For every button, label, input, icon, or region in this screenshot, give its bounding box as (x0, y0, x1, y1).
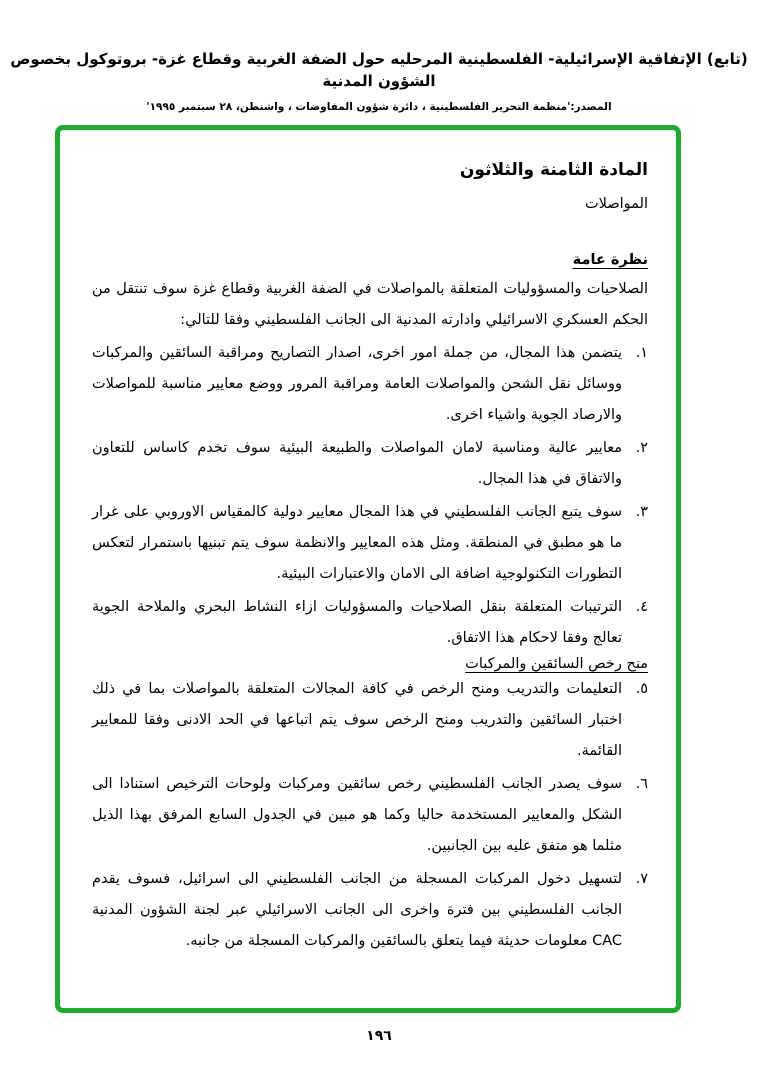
item-number: ٧. (635, 871, 648, 887)
list-item-2 (92, 433, 648, 495)
list-item-6 (92, 769, 648, 862)
document-header (0, 48, 758, 113)
article-subtitle: المواصلات (585, 196, 648, 212)
page-number: ١٩٦ (366, 1028, 392, 1044)
list-item-3 (92, 497, 648, 590)
item-text: لتسهيل دخول المركبات المسجلة من الجانب الفلسطيني الى اسرائيل، فسوف يقدم الجانب الفلسطيني بين فترة واخرى الى الجانب الاسرائيلي عبر لجنة الشؤون المدنية CAC معلومات حديثة فيما يتعلق بالسائقين والمركبات المسجلة من جانبه. (92, 871, 622, 949)
item-text: التعليمات والتدريب ومنح الرخص في كافة المجالات المتعلقة بالمواصلات بما في ذلك اختبار السائقين والتدريب ومنح الرخص سوف يتم اتباعها في الحد الادنى وفقا للمعايير القائمة. (92, 681, 622, 759)
article-box (55, 125, 681, 1013)
item-number: ٣. (635, 504, 648, 520)
item-number: ٥. (635, 681, 648, 697)
document-source-line: المصدر:'منظمة التحرير الفلسطينية ، دائرة شؤون المفاوضات ، واشنطن، ٢٨ سبتمبر ١٩٩٥' (146, 101, 612, 113)
list-item-7 (92, 864, 648, 957)
list-item-4 (92, 592, 648, 654)
item-number: ٤. (635, 599, 648, 615)
item-text: يتضمن هذا المجال، من جملة امور اخرى، اصدار التصاريح ومراقبة السائقين والمركبات ووسائل نقل الشحن والمواصلات العامة ومراقبة المرور ووضع معايير مناسبة للمواصلات والارصاد الجوية واشياء اخرى. (92, 345, 622, 423)
article-title: المادة الثامنة والثلاثون (459, 160, 648, 180)
document-header-title: (تابع) الإتفاقية الإسرائيلية- الفلسطينية المرحليه حول الضفة الغربية وقطاع غزة- بروتوكول بخصوص الشؤون المدنية (10, 50, 748, 90)
item-number: ٢. (635, 440, 648, 456)
item-text: سوف يصدر الجانب الفلسطيني رخص سائقين ومركبات ولوحات الترخيص استنادا الى الشكل والمعايير المستخدمة حاليا وكما هو مبين في الجدول السابع المرفق بهذا الذيل مثلما هو متفق عليه بين الجانبين. (92, 776, 622, 854)
item-number: ٦. (635, 776, 648, 792)
list-item-5 (92, 674, 648, 767)
item-number: ١. (635, 345, 648, 361)
section-heading-licensing: منح رخص السائقين والمركبات (465, 656, 648, 672)
list-item-1 (92, 338, 648, 431)
item-text: سوف يتبع الجانب الفلسطيني في هذا المجال معايير دولية كالمقياس الاوروبي على غرار ما هو مطبق في المنطقة. ومثل هذه المعايير والانظمة سوف يتم تبنيها باستمرار لتعكس التطورات التكنولوجية اضافة الى الامان والاعتبارات البيئية. (92, 504, 622, 582)
section-heading-overview: نظرة عامة (572, 252, 648, 268)
item-text: معايير عالية ومناسبة لامان المواصلات والطبيعة البيئية سوف تخدم كاساس للتعاون والاتفاق في هذا المجال. (92, 440, 622, 487)
intro-paragraph: الصلاحيات والمسؤوليات المتعلقة بالمواصلات في الضفة الغربية وقطاع غزة سوف تنتقل من الحكم العسكري الاسرائيلي وادارته المدنية الى الجانب الفلسطيني وفقا للتالي: (92, 281, 648, 328)
item-text: الترتيبات المتعلقة بنقل الصلاحيات والمسؤوليات ازاء النشاط البحري والملاحة الجوية تعالج وفقا لاحكام هذا الاتفاق. (92, 599, 622, 646)
